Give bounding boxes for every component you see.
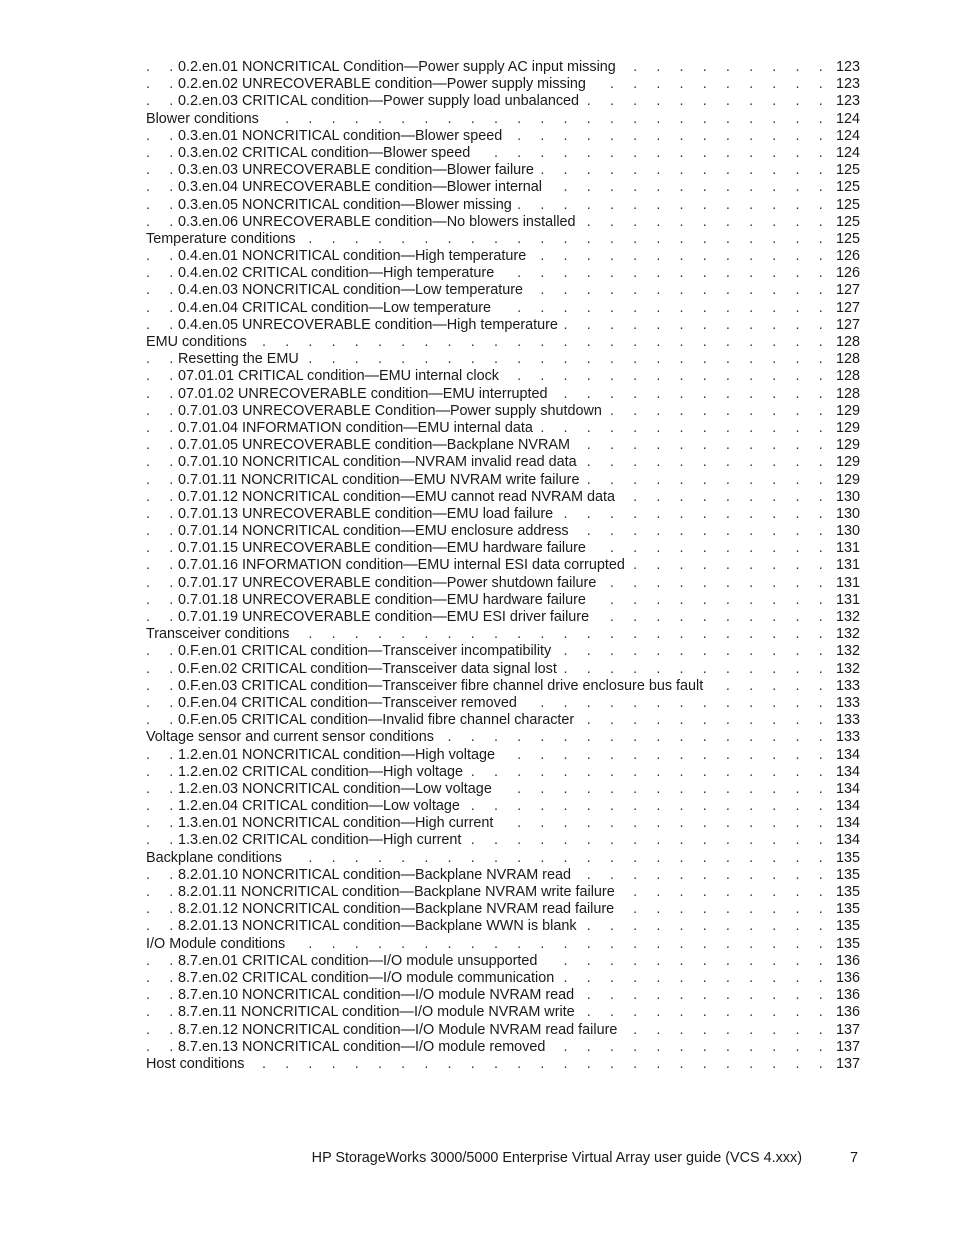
toc-entry-page-number: 137 (826, 1056, 860, 1073)
toc-entry-page-number: 136 (826, 1004, 860, 1021)
toc-entry-page-number: 128 (826, 386, 860, 403)
toc-subsection-entry[interactable] (146, 420, 860, 437)
toc-subsection-entry[interactable] (146, 867, 860, 884)
toc-entry-page-number: 132 (826, 626, 860, 643)
toc-entry-page-number: 136 (826, 970, 860, 987)
toc-subsection-entry[interactable] (146, 368, 860, 385)
toc-entry-title: 0.4.en.02 CRITICAL condition—High temperature (178, 265, 500, 281)
toc-entry-page-number: 123 (826, 59, 860, 76)
toc-entry-page-number: 135 (826, 918, 860, 935)
toc-section-entry[interactable] (146, 936, 860, 953)
toc-entry-title: I/O Module conditions (146, 936, 291, 952)
toc-subsection-entry[interactable] (146, 918, 860, 935)
toc-entry-title: 8.2.01.11 NONCRITICAL condition—Backplane NVRAM write failure (178, 884, 621, 900)
toc-subsection-entry[interactable] (146, 592, 860, 609)
toc-entry-page-number: 125 (826, 231, 860, 248)
toc-subsection-entry[interactable] (146, 489, 860, 506)
toc-entry-title: EMU conditions (146, 334, 253, 350)
toc-entry-title: 8.2.01.10 NONCRITICAL condition—Backplane NVRAM read (178, 867, 577, 883)
toc-subsection-entry[interactable] (146, 575, 860, 592)
toc-entry-title: 0.7.01.13 UNRECOVERABLE condition—EMU load failure (178, 506, 559, 522)
toc-entry-title: 0.4.en.05 UNRECOVERABLE condition—High temperature (178, 317, 564, 333)
toc-entry-title: 0.3.en.02 CRITICAL condition—Blower speed (178, 145, 476, 161)
toc-entry-page-number: 131 (826, 540, 860, 557)
toc-subsection-entry[interactable] (146, 832, 860, 849)
toc-entry-page-number: 136 (826, 987, 860, 1004)
toc-subsection-entry[interactable] (146, 179, 860, 196)
toc-entry-title: 0.F.en.01 CRITICAL condition—Transceiver incompatibility (178, 643, 557, 659)
toc-section-entry[interactable] (146, 111, 860, 128)
toc-entry-page-number: 125 (826, 162, 860, 179)
toc-entry-title: 0.7.01.05 UNRECOVERABLE condition—Backplane NVRAM (178, 437, 576, 453)
toc-entry-title: 8.7.en.02 CRITICAL condition—I/O module communication (178, 970, 560, 986)
toc-entry-page-number: 125 (826, 197, 860, 214)
toc-entry-title: 0.7.01.04 INFORMATION condition—EMU internal data (178, 420, 539, 436)
toc-entry-page-number: 131 (826, 575, 860, 592)
toc-entry-page-number: 135 (826, 850, 860, 867)
footer-page-number: 7 (849, 1150, 858, 1166)
toc-entry-title: 0.7.01.19 UNRECOVERABLE condition—EMU ESI driver failure (178, 609, 595, 625)
toc-subsection-entry[interactable] (146, 145, 860, 162)
toc-entry-title: 0.F.en.05 CRITICAL condition—Invalid fibre channel character (178, 712, 580, 728)
toc-entry-page-number: 125 (826, 214, 860, 231)
page-footer (0, 1150, 954, 1170)
toc-entry-page-number: 130 (826, 506, 860, 523)
toc-subsection-entry[interactable] (146, 128, 860, 145)
toc-entry-page-number: 128 (826, 334, 860, 351)
toc-subsection-entry[interactable] (146, 351, 860, 368)
toc-entry-title: Resetting the EMU (178, 351, 305, 367)
toc-entry-title: 0.7.01.03 UNRECOVERABLE Condition—Power supply shutdown (178, 403, 608, 419)
toc-entry-title: 0.7.01.18 UNRECOVERABLE condition—EMU hardware failure (178, 592, 592, 608)
toc-subsection-entry[interactable] (146, 506, 860, 523)
toc-section-entry[interactable] (146, 334, 860, 351)
toc-subsection-entry[interactable] (146, 987, 860, 1004)
toc-subsection-entry[interactable] (146, 265, 860, 282)
toc-entry-title: 0.2.en.03 CRITICAL condition—Power supply load unbalanced (178, 93, 585, 109)
toc-subsection-entry[interactable] (146, 557, 860, 574)
toc-subsection-entry[interactable] (146, 661, 860, 678)
toc-entry-page-number: 134 (826, 815, 860, 832)
toc-entry-page-number: 126 (826, 248, 860, 265)
toc-entry-title: 8.7.en.11 NONCRITICAL condition—I/O module NVRAM write (178, 1004, 581, 1020)
toc-entry-page-number: 129 (826, 454, 860, 471)
toc-entry-title: Temperature conditions (146, 231, 302, 247)
toc-entry-page-number: 133 (826, 678, 860, 695)
toc-entry-title: 8.7.en.13 NONCRITICAL condition—I/O module removed (178, 1039, 551, 1055)
toc-subsection-entry[interactable] (146, 747, 860, 764)
footer-document-title: HP StorageWorks 3000/5000 Enterprise Virtual Array user guide (VCS 4.xxx) (311, 1150, 802, 1166)
toc-subsection-entry[interactable] (146, 1022, 860, 1039)
toc-entry-page-number: 127 (826, 282, 860, 299)
toc-entry-title: 0.4.en.04 CRITICAL condition—Low temperature (178, 300, 497, 316)
toc-entry-page-number: 135 (826, 936, 860, 953)
toc-subsection-entry[interactable] (146, 403, 860, 420)
toc-entry-title: 0.7.01.10 NONCRITICAL condition—NVRAM invalid read data (178, 454, 583, 470)
toc-subsection-entry[interactable] (146, 609, 860, 626)
toc-subsection-entry[interactable] (146, 300, 860, 317)
toc-entry-title: 0.7.01.11 NONCRITICAL condition—EMU NVRAM write failure (178, 472, 585, 488)
toc-subsection-entry[interactable] (146, 901, 860, 918)
toc-subsection-entry[interactable] (146, 798, 860, 815)
toc-entry-title: 0.7.01.17 UNRECOVERABLE condition—Power shutdown failure (178, 575, 602, 591)
toc-entry-title: 0.F.en.02 CRITICAL condition—Transceiver data signal lost (178, 661, 563, 677)
toc-entry-page-number: 129 (826, 403, 860, 420)
toc-subsection-entry[interactable] (146, 970, 860, 987)
toc-subsection-entry[interactable] (146, 197, 860, 214)
toc-entry-title: 0.7.01.14 NONCRITICAL condition—EMU enclosure address (178, 523, 575, 539)
toc-entry-page-number: 130 (826, 489, 860, 506)
toc-subsection-entry[interactable] (146, 386, 860, 403)
toc-entry-page-number: 129 (826, 420, 860, 437)
toc-entry-page-number: 131 (826, 592, 860, 609)
toc-entry-page-number: 123 (826, 93, 860, 110)
toc-entry-title: 0.3.en.01 NONCRITICAL condition—Blower speed (178, 128, 508, 144)
toc-entry-page-number: 134 (826, 764, 860, 781)
toc-entry-title: 1.2.en.02 CRITICAL condition—High voltage (178, 764, 469, 780)
toc-entry-title: 0.7.01.12 NONCRITICAL condition—EMU cannot read NVRAM data (178, 489, 621, 505)
toc-entry-title: 07.01.02 UNRECOVERABLE condition—EMU interrupted (178, 386, 554, 402)
toc-subsection-entry[interactable] (146, 712, 860, 729)
toc-subsection-entry[interactable] (146, 59, 860, 76)
toc-subsection-entry[interactable] (146, 643, 860, 660)
toc-subsection-entry[interactable] (146, 1039, 860, 1056)
toc-entry-page-number: 134 (826, 747, 860, 764)
toc-entry-page-number: 134 (826, 781, 860, 798)
toc-entry-title: 8.2.01.13 NONCRITICAL condition—Backplane WWN is blank (178, 918, 583, 934)
toc-entry-page-number: 132 (826, 609, 860, 626)
toc-entry-page-number: 135 (826, 901, 860, 918)
toc-subsection-entry[interactable] (146, 76, 860, 93)
toc-entry-page-number: 133 (826, 712, 860, 729)
toc-subsection-entry[interactable] (146, 214, 860, 231)
toc-entry-page-number: 137 (826, 1022, 860, 1039)
toc-entry-page-number: 133 (826, 729, 860, 746)
toc-entry-page-number: 130 (826, 523, 860, 540)
toc-entry-title: 0.2.en.01 NONCRITICAL Condition—Power supply AC input missing (178, 59, 622, 75)
toc-entry-title: 1.2.en.04 CRITICAL condition—Low voltage (178, 798, 466, 814)
toc-entry-page-number: 128 (826, 351, 860, 368)
toc-section-entry[interactable] (146, 729, 860, 746)
toc-subsection-entry[interactable] (146, 815, 860, 832)
toc-entry-page-number: 134 (826, 798, 860, 815)
toc-entry-page-number: 135 (826, 884, 860, 901)
toc-entry-title: 8.2.01.12 NONCRITICAL condition—Backplane NVRAM read failure (178, 901, 620, 917)
toc-entry-title: 0.3.en.04 UNRECOVERABLE condition—Blower internal (178, 179, 548, 195)
toc-entry-page-number: 134 (826, 832, 860, 849)
toc-entry-page-number: 124 (826, 111, 860, 128)
toc-subsection-entry[interactable] (146, 781, 860, 798)
toc-entry-page-number: 137 (826, 1039, 860, 1056)
toc-subsection-entry[interactable] (146, 523, 860, 540)
toc-entry-title: 1.3.en.02 CRITICAL condition—High current (178, 832, 467, 848)
toc-subsection-entry[interactable] (146, 248, 860, 265)
toc-entry-page-number: 123 (826, 76, 860, 93)
table-of-contents (146, 59, 860, 1073)
toc-subsection-entry[interactable] (146, 678, 860, 695)
toc-entry-title: 0.2.en.02 UNRECOVERABLE condition—Power supply missing (178, 76, 592, 92)
toc-entry-title: 0.F.en.04 CRITICAL condition—Transceiver removed (178, 695, 523, 711)
toc-entry-page-number: 132 (826, 661, 860, 678)
toc-entry-page-number: 129 (826, 437, 860, 454)
toc-subsection-entry[interactable] (146, 317, 860, 334)
toc-entry-title: 8.7.en.01 CRITICAL condition—I/O module unsupported (178, 953, 543, 969)
toc-entry-title: 0.4.en.03 NONCRITICAL condition—Low temperature (178, 282, 529, 298)
toc-entry-title: 1.2.en.01 NONCRITICAL condition—High voltage (178, 747, 501, 763)
toc-entry-title: 1.2.en.03 NONCRITICAL condition—Low voltage (178, 781, 498, 797)
toc-section-entry[interactable] (146, 850, 860, 867)
toc-entry-page-number: 126 (826, 265, 860, 282)
toc-entry-title: 1.3.en.01 NONCRITICAL condition—High current (178, 815, 499, 831)
toc-entry-title: 0.3.en.05 NONCRITICAL condition—Blower missing (178, 197, 518, 213)
toc-entry-page-number: 124 (826, 145, 860, 162)
toc-entry-title: 8.7.en.10 NONCRITICAL condition—I/O module NVRAM read (178, 987, 580, 1003)
toc-subsection-entry[interactable] (146, 162, 860, 179)
toc-subsection-entry[interactable] (146, 454, 860, 471)
toc-entry-title: 0.4.en.01 NONCRITICAL condition—High temperature (178, 248, 532, 264)
toc-entry-page-number: 135 (826, 867, 860, 884)
toc-entry-title: 0.3.en.06 UNRECOVERABLE condition—No blowers installed (178, 214, 582, 230)
toc-entry-page-number: 127 (826, 317, 860, 334)
toc-entry-page-number: 136 (826, 953, 860, 970)
toc-entry-title: 0.7.01.16 INFORMATION condition—EMU internal ESI data corrupted (178, 557, 631, 573)
toc-entry-title: 0.7.01.15 UNRECOVERABLE condition—EMU hardware failure (178, 540, 592, 556)
toc-subsection-entry[interactable] (146, 540, 860, 557)
toc-entry-page-number: 125 (826, 179, 860, 196)
toc-entry-title: 0.3.en.03 UNRECOVERABLE condition—Blower failure (178, 162, 540, 178)
toc-entry-page-number: 131 (826, 557, 860, 574)
toc-entry-title: Host conditions (146, 1056, 250, 1072)
toc-entry-title: 8.7.en.12 NONCRITICAL condition—I/O Module NVRAM read failure (178, 1022, 623, 1038)
toc-entry-page-number: 124 (826, 128, 860, 145)
toc-entry-page-number: 129 (826, 472, 860, 489)
toc-entry-title: Voltage sensor and current sensor conditions (146, 729, 440, 745)
toc-subsection-entry[interactable] (146, 93, 860, 110)
toc-entry-title: 07.01.01 CRITICAL condition—EMU internal clock (178, 368, 505, 384)
toc-section-entry[interactable] (146, 231, 860, 248)
toc-entry-page-number: 132 (826, 643, 860, 660)
toc-entry-page-number: 133 (826, 695, 860, 712)
toc-entry-title: Blower conditions (146, 111, 265, 127)
toc-entry-title: 0.F.en.03 CRITICAL condition—Transceiver fibre channel drive enclosure bus fault (178, 678, 709, 694)
toc-entry-page-number: 127 (826, 300, 860, 317)
toc-subsection-entry[interactable] (146, 437, 860, 454)
toc-subsection-entry[interactable] (146, 472, 860, 489)
toc-section-entry[interactable] (146, 1056, 860, 1073)
toc-section-entry[interactable] (146, 626, 860, 643)
toc-entry-title: Transceiver conditions (146, 626, 295, 642)
toc-subsection-entry[interactable] (146, 1004, 860, 1021)
toc-entry-title: Backplane conditions (146, 850, 288, 866)
toc-subsection-entry[interactable] (146, 884, 860, 901)
toc-entry-page-number: 128 (826, 368, 860, 385)
toc-subsection-entry[interactable] (146, 953, 860, 970)
toc-subsection-entry[interactable] (146, 695, 860, 712)
toc-subsection-entry[interactable] (146, 282, 860, 299)
toc-subsection-entry[interactable] (146, 764, 860, 781)
